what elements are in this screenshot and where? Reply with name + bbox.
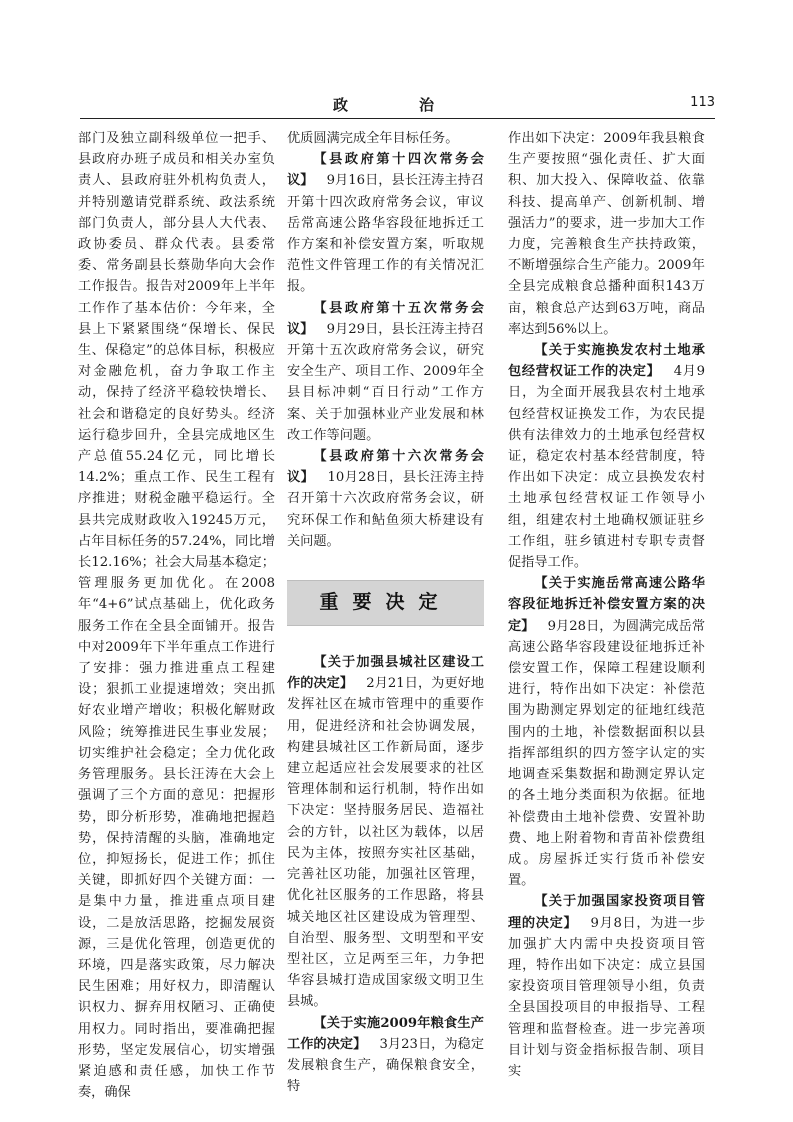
section-title: 政 治 bbox=[332, 96, 462, 114]
entry-meeting-15 bbox=[287, 298, 484, 446]
page-number: 113 bbox=[690, 95, 715, 110]
entry-body: 4月9日，为全面开展我县农村土地承包经营权证换发工作，为农民提供有法律效力的土地承包经营权证，稳定农村基本经营制度，特作出如下决定：成立县换发农村土地承包经营权证工作领导小组，组建农村土地确权颁证驻乡工作组，驻乡镇进村专职专责督促指导工作。 bbox=[508, 364, 706, 571]
column-left bbox=[78, 128, 275, 1103]
entry-heading: 【县政府第十五次常务会议】 bbox=[287, 300, 484, 337]
entry-decision-grain bbox=[287, 1013, 484, 1098]
entry-body: 9月16日，县长汪涛主持召开第十四次政府常务会议，审议岳常高速公路华容段征地拆迁工作方案和补偿安置方案，听取规范性文件管理工作的有关情况汇报。 bbox=[287, 173, 485, 295]
entry-heading: 【关于实施2009年粮食生产工作的决定】 bbox=[287, 1015, 484, 1052]
entry-body: 3月23日，为稳定发展粮食生产，确保粮食安全，特 bbox=[287, 1036, 485, 1095]
entry-decision-investment bbox=[508, 891, 705, 1082]
paragraph-continued: 优质圆满完成全年目标任务。 bbox=[287, 131, 459, 146]
entry-heading: 【县政府第十六次常务会议】 bbox=[287, 449, 484, 486]
entry-decision-community bbox=[287, 652, 484, 1012]
entry-heading: 【关于加强县城社区建设工作的决定】 bbox=[287, 655, 484, 692]
entry-heading: 【县政府第十四次常务会议】 bbox=[287, 152, 484, 189]
entry-body: 9月29日，县长汪涛主持召开第十五次政府常务会议，研究安全生产、项目工作、2009年全县目标冲刺“百日行动”工作方案、关于加强林业产业发展和林改工作等问题。 bbox=[287, 321, 485, 443]
entry-body: 9月8日，为进一步加强扩大内需中央投资项目管理，特作出如下决定：成立县国家投资项目管理领导小组，负责全县国投项目的申报指导、工程管理和监督检查。进一步完善项目计划与资金指标报告制、项目实 bbox=[508, 915, 706, 1079]
column-right bbox=[508, 128, 705, 1082]
page-header bbox=[80, 90, 715, 119]
entry-heading: 【关于实施换发农村土地承包经营权证工作的决定】 bbox=[508, 343, 705, 380]
paragraph-report-continued: 部门及独立副科级单位一把手、县政府办班子成员和相关办室负责人、县政府驻外机构负责人，并特别邀请党群系统、政法系统部门负责人，部分县人大代表、政协委员、群众代表。县委常委、常务副县长蔡勋华向大会作工作报告。报告对2009年上半年工作作了基本估价：今年来，全县上下紧紧围绕“保增长、保民生、保稳定”的总体目标，积极应对金融危机，奋力争取工作主动，保持了经济平稳较快增长、社会和谐稳定的良好势头。经济运行稳步回升，全县完成地区生产总值55.24亿元，同比增长14.2%；重点工作、民生工程有序推进；财税金融平稳运行。全县共完成财政收入19245万元，占年目标任务的57.24%，同比增长12.16%；社会大局基本稳定；管理服务更加优化。在2008年“4+6”试点基础上，优化政务服务工作在全县全面铺开。报告中对2009年下半年重点工作进行了安排：强力推进重点工程建设；狠抓工业提速增效；突出抓好农业增产增收；积极化解财政风险；统筹推进民生事业发展；切实维护社会稳定；全力优化政务管理服务。县长汪涛在大会上强调了三个方面的意见：把握形势，即分析形势，准确地把握趋势，保持清醒的头脑，准确地定位，抑短扬长，促进工作；抓住关键，即抓好四个关键方面：一是集中力量，推进重点项目建设，二是放活思路，挖掘发展资源，三是优化管理，创造更优的环境，四是落实政策，尽力解决民生困难；用好权力，即清醒认识权力、摒弃用权陋习、正确使用权力。同时指出，要准确把握形势，坚定发展信心，切实增强紧迫感和责任感，加快工作节奏，确保 bbox=[78, 131, 275, 1101]
entry-body: 9月28日，为圆满完成岳常高速公路华容段建设征地拆迁补偿安置工作，保障工程建设顺利进行，特作出如下决定：补偿范围为勘测定界划定的征地红线范围内的土地，补偿数据面积以县指挥部组织的四方签字认定的实地调查采集数据和勘测定界认定的各土地分类面积为依据。征地补偿费由土地补偿费、安置补助费、地上附着物和青苗补偿费组成。房屋拆迁实行货币补偿安置。 bbox=[508, 618, 706, 889]
section-banner: 重要决定 bbox=[287, 580, 484, 626]
entry-meeting-14 bbox=[287, 149, 484, 297]
entry-meeting-16 bbox=[287, 446, 484, 552]
entry-heading: 【关于加强国家投资项目管理的决定】 bbox=[508, 894, 705, 931]
entry-heading: 【关于实施岳常高速公路华容段征地拆迁补偿安置方案的决定】 bbox=[508, 576, 705, 634]
entry-body: 10月28日，县长汪涛主持召开第十六次政府常务会议，研究环保工作和鲇鱼须大桥建设有关问题。 bbox=[287, 470, 485, 549]
column-middle bbox=[287, 128, 484, 1097]
entry-body: 2月21日，为更好地发挥社区在城市管理中的重要作用，促进经济和社会协调发展，构建县城社区工作新局面，逐步建立起适应社会发展要求的社区管理体制和运行机制，特作出如下决定：坚持服务居民、造福社会的方针，以社区为载体，以居民为主体，按照夯实社区基础，完善社区功能，加强社区管理，优化社区服务的工作思路，将县城关地区社区建设成为管理型、自治型、服务型、文明型和平安型社区，立足两至三年，力争把华容县城打造成国家级文明卫生县城。 bbox=[287, 676, 485, 1010]
entry-decision-land-cert bbox=[508, 340, 705, 573]
paragraph-continued: 作出如下决定：2009年我县粮食生产要按照“强化责任、扩大面积、加大投入、保障收益、依靠科技、提高单产、创新机制、增强活力”的要求，进一步加大工作力度，完善粮食生产扶持政策，不断增强综合生产能力。2009年全县完成粮食总播种面积143万亩，粮食总产达到63万吨，商品率达到56%以上。 bbox=[508, 131, 705, 337]
entry-decision-expressway bbox=[508, 573, 705, 891]
